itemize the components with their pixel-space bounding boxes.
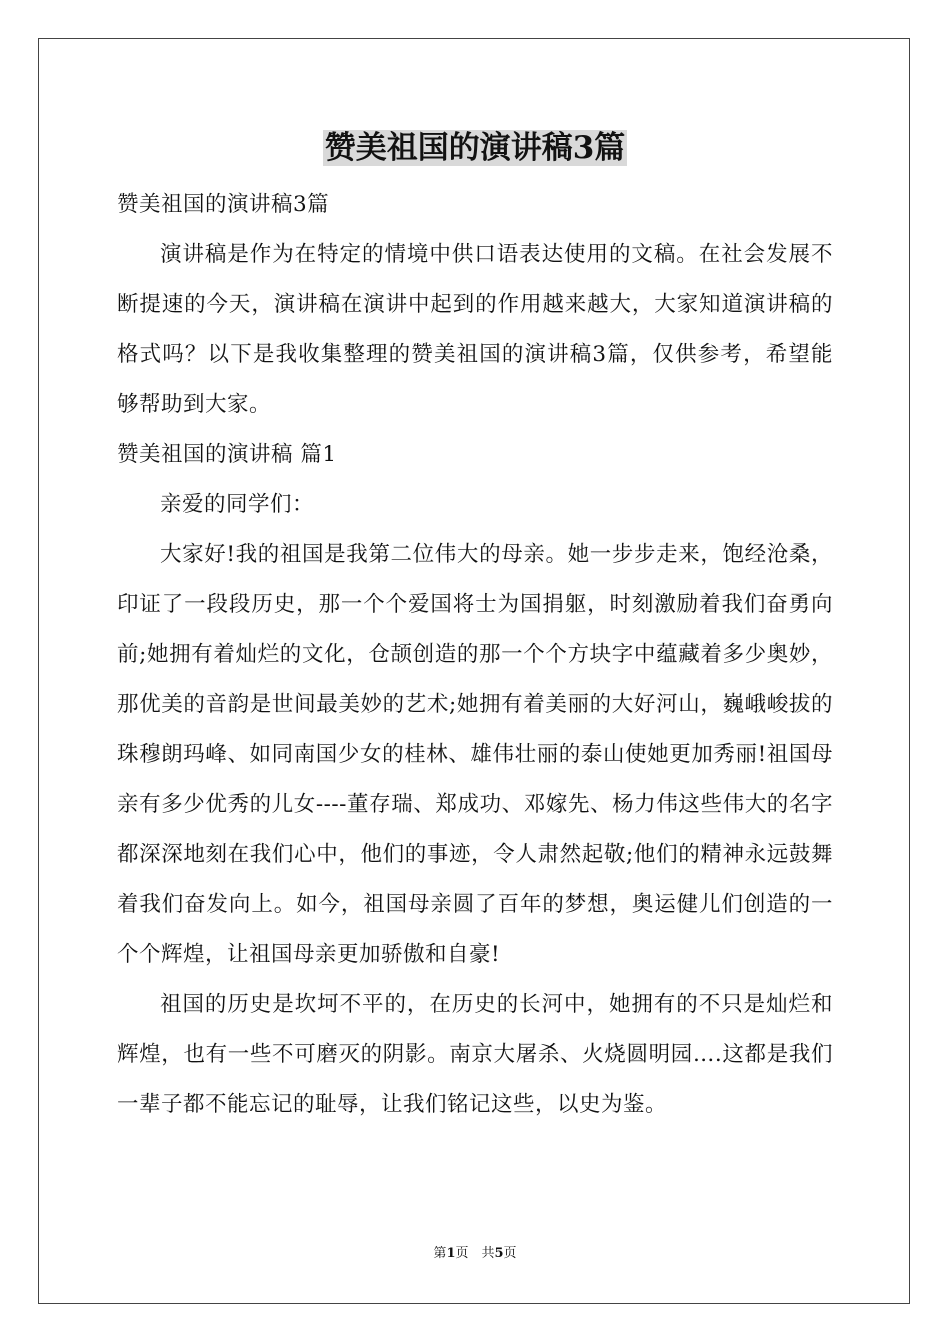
page-mid: 页 共	[455, 1246, 495, 1261]
paragraph: 祖国的历史是坎坷不平的，在历史的长河中，她拥有的不只是灿烂和辉煌，也有一些不可磨灭的阴影。南京大屠杀、火烧圆明园….这都是我们一辈子都不能忘记的耻辱，让我们铭记这些，以史为鉴。	[117, 992, 833, 1117]
page-total: 5	[494, 1246, 504, 1261]
document-body	[117, 180, 833, 1130]
paragraph: 赞美祖国的演讲稿3篇	[117, 192, 330, 217]
paragraph: 演讲稿是作为在特定的情境中供口语表达使用的文稿。在社会发展不断提速的今天，演讲稿在演讲中起到的作用越来越大，大家知道演讲稿的格式吗？以下是我收集整理的赞美祖国的演讲稿3篇，仅供参考，希望能够帮助到大家。	[117, 242, 833, 417]
document-title-text: 赞美祖国的演讲稿3篇	[324, 130, 626, 166]
document-title	[0, 126, 950, 170]
page-prefix: 第	[433, 1246, 447, 1261]
page-suffix: 页	[503, 1246, 517, 1261]
paragraph: 亲爱的同学们：	[160, 492, 315, 517]
section-heading: 赞美祖国的演讲稿 篇1	[117, 442, 337, 467]
paragraph: 大家好!我的祖国是我第二位伟大的母亲。她一步步走来，饱经沧桑，印证了一段段历史，那一个个爱国将士为国捐躯，时刻激励着我们奋勇向前;她拥有着灿烂的文化，仓颉创造的那一个个方块字中蕴藏着多少奥妙，那优美的音韵是世间最美妙的艺术;她拥有着美丽的大好河山，巍峨峻拔的珠穆朗玛峰、如同南国少女的桂林、雄伟壮丽的泰山使她更加秀丽!祖国母亲有多少优秀的儿女----董存瑞、郑成功、邓嫁先、杨力伟这些伟大的名字都深深地刻在我们心中，他们的事迹，令人肃然起敬;他们的精神永远鼓舞着我们奋发向上。如今，祖国母亲圆了百年的梦想，奥运健儿们创造的一个个辉煌，让祖国母亲更加骄傲和自豪!	[117, 542, 833, 967]
page-current: 1	[446, 1246, 456, 1261]
page-footer	[0, 1244, 950, 1264]
